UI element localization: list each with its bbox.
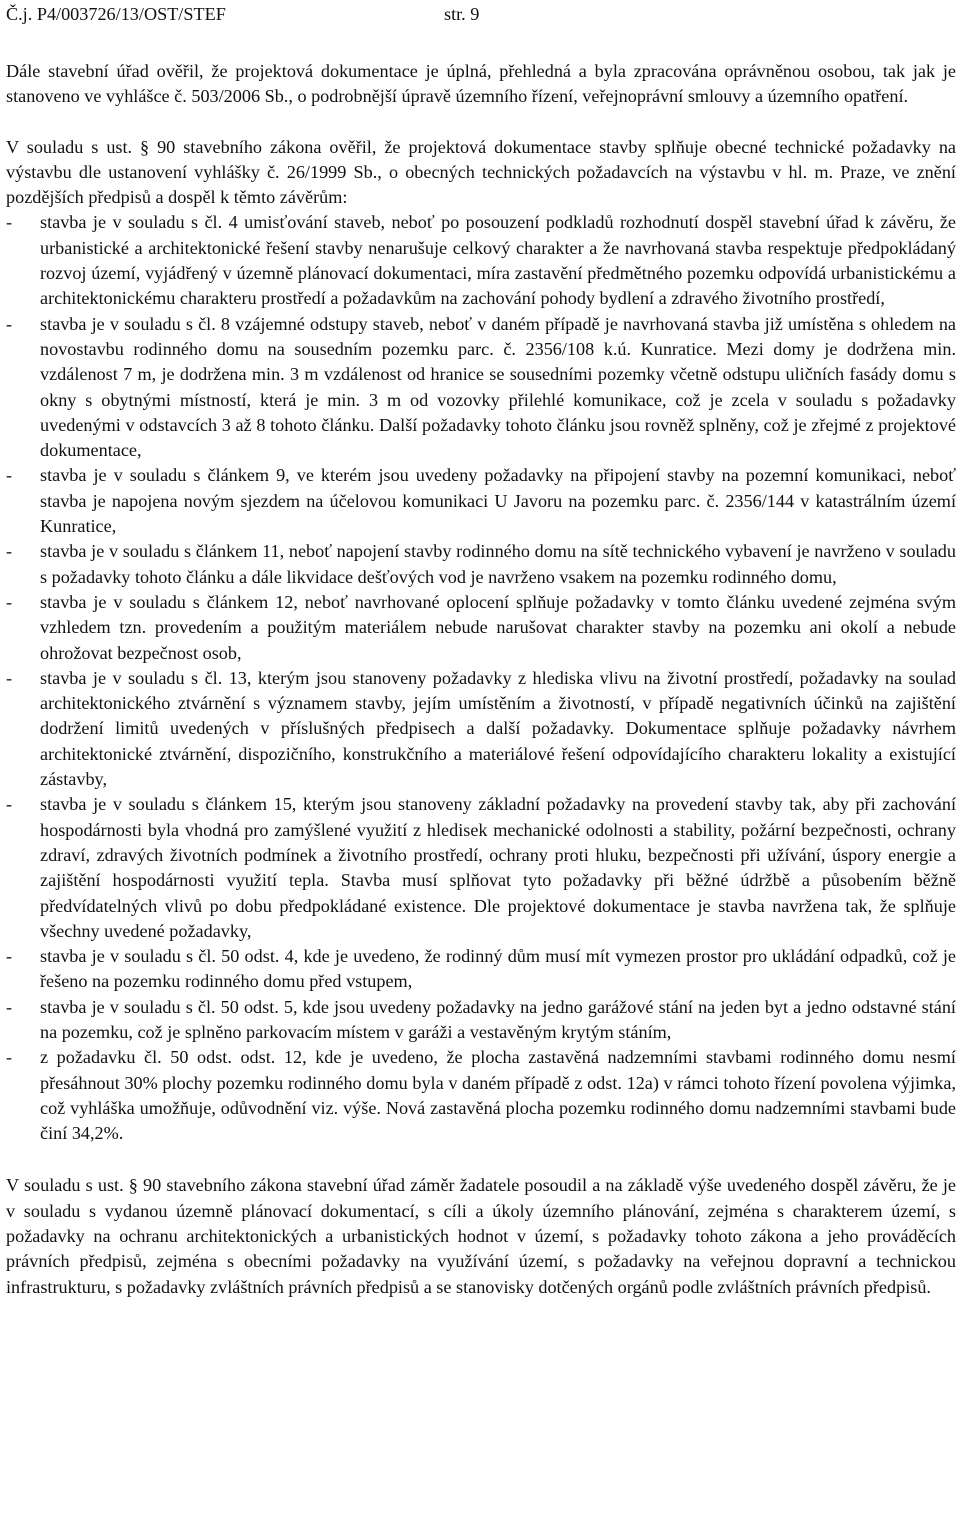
list-item: - stavba je v souladu s článkem 11, neboť napojení stavby rodinného domu na sítě technického vybavení je navrženo v souladu s požadavky tohoto článku a dále likvidace dešťových vod je navrženo vsakem na pozemku rodinného domu, [6,539,956,590]
paragraph-final-assessment: V souladu s ust. § 90 stavebního zákona stavební úřad záměr žadatele posoudil a na základě výše uvedeného dospěl závěru, že je v souladu s vydanou územně plánovací dokumentací, s cíli a úkoly územního plánování, zejména s charakterem území, s požadavky na ochranu architektonických a urbanistických hodnot v území, s požadavky tohoto zákona a jeho prováděcích právních předpisů, zejména s obecními požadavky na využívání území, s požadavky na veřejnou dopravní a technickou infrastrukturu, s požadavky zvláštních právních předpisů a se stanovisky dotčených orgánů podle zvláštních právních předpisů. [6,1175,956,1297]
paragraph-technical-requirements: V souladu s ust. § 90 stavebního zákona ověřil, že projektová dokumentace stavby splňuje obecné technické požadavky na výstavbu dle ustanovení vyhlášky č. 26/1999 Sb., o obecných technických požadavcích na výstavbu v hl. m. Praze, ve znění pozdějších předpisů a dospěl k těmto závěrům: [6,136,956,208]
list-item: - stavba je v souladu s článkem 15, kterým jsou stanoveny základní požadavky na provedení stavby tak, aby při zachování hospodárnosti byla vhodná pro zamýšlené využití z hledisek mechanické odolnosti a stability, požární bezpečnosti, ochrany zdraví, zdravých životních podmínek a životního prostředí, ochrany proti hluku, bezpečnosti při užívání, úspory energie a zajištění hospodárnosti využití tepla. Stavba musí splňovat tyto požadavky při běžné údržbě a působením běžně předvídatelných vlivů po dobu předpokládané existence. Dle projektové dokumentace je stavba navržena tak, že splňuje všechny uvedené požadavky, [6,792,956,944]
list-item: - stavba je v souladu s čl. 13, kterým jsou stanoveny požadavky z hlediska vlivu na životní prostředí, požadavky na soulad architektonického ztvárnění s významem stavby, jejím umístěním a životností, v případě negativních účinků na zajištění dodržení limitů uvedených v příslušných předpisech a další požadavky. Dokumentace splňuje požadavky návrhem architektonické ztvárnění, dispozičního, konstrukčního a materiálové řešení odpovídajícího charakteru lokality a existující zástavby, [6,666,956,792]
list-item: - stavba je v souladu s čl. 50 odst. 5, kde jsou uvedeny požadavky na jedno garážové stání na jeden byt a jedno odstavné stání na pozemku, což je splněno parkovacím místem v garáži a vestavěným krytým stáním, [6,995,956,1046]
list-item: - stavba je v souladu s čl. 4 umisťování staveb, neboť po posouzení podkladů rozhodnutí dospěl stavební úřad k závěru, že urbanistické a architektonické řešení stavby nenarušuje celkový charakter a že navrhovaná stavba respektuje předpokládaný rozvoj území, vyjádřený v územně plánovací dokumentaci, míra zastavění předmětného pozemku odpovídá urbanistickému a architektonickému charakteru prostředí a požadavkům na zachování pohody bydlení a zdravého životního prostředí, [6,210,956,311]
conclusions-list [6,210,956,1146]
paragraph-spacer [6,1146,956,1173]
document-body [6,59,956,1300]
list-item: - stavba je v souladu s čl. 8 vzájemné odstupy staveb, neboť v daném případě je navrhovaná stavba již umístěna s ohledem na novostavbu rodinného domu na sousedním pozemku parc. č. 2356/108 k.ú. Kunratice. Mezi domy je dodržena min. vzdálenost 7 m, je dodržena min. 3 m vzdálenost od hranice se sousedními pozemky včetně odstupu uličních fasády domu s okny s obytnými místností, která je min. 3 m od vozovky přilehlé komunikace, což je zcela v souladu s požadavky uvedenými v odstavcích 3 až 8 tohoto článku. Další požadavky tohoto článku jsou rovněž splněny, což je zřejmé z projektové dokumentace, [6,312,956,464]
list-item: - stavba je v souladu s článkem 12, neboť navrhované oplocení splňuje požadavky v tomto článku uvedené zejména svým vzhledem tzn. provedením a použitým materiálem nebude narušovat charakter stavby na pozemku ani okolí a nebude ohrožovat bezpečnost osob, [6,590,956,666]
document-reference: Č.j. P4/003726/13/OST/STEF [6,4,226,24]
paragraph-spacer [6,110,956,135]
list-item: - stavba je v souladu s článkem 9, ve kterém jsou uvedeny požadavky na připojení stavby na pozemní komunikaci, neboť stavba je napojena novým sjezdem na účelovou komunikaci U Javoru na pozemku parc. č. 2356/144 v katastrálním území Kunratice, [6,463,956,539]
paragraph-verification: Dále stavební úřad ověřil, že projektová dokumentace je úplná, přehledná a byla zpracována oprávněnou osobou, tak jak je stanoveno ve vyhlášce č. 503/2006 Sb., o podrobnější úpravě územního řízení, veřejnoprávní smlouvy a územního opatření. [6,61,956,107]
page-header [6,2,954,26]
list-item: - stavba je v souladu s čl. 50 odst. 4, kde je uvedeno, že rodinný dům musí mít vymezen prostor pro ukládání odpadků, což je řešeno na pozemku rodinného domu před vstupem, [6,944,956,995]
list-item: - z požadavku čl. 50 odst. odst. 12, kde je uvedeno, že plocha zastavěná nadzemními stavbami rodinného domu nesmí přesáhnout 30% plochy pozemku rodinného domu byla v daném případě z odst. 12a) v rámci tohoto řízení povolena výjimka, což vyhláška umožňuje, odůvodnění viz. výše. Nová zastavěná plocha pozemku rodinného domu nadzemními stavbami bude činí 34,2%. [6,1045,956,1146]
page-number: str. 9 [444,4,480,24]
